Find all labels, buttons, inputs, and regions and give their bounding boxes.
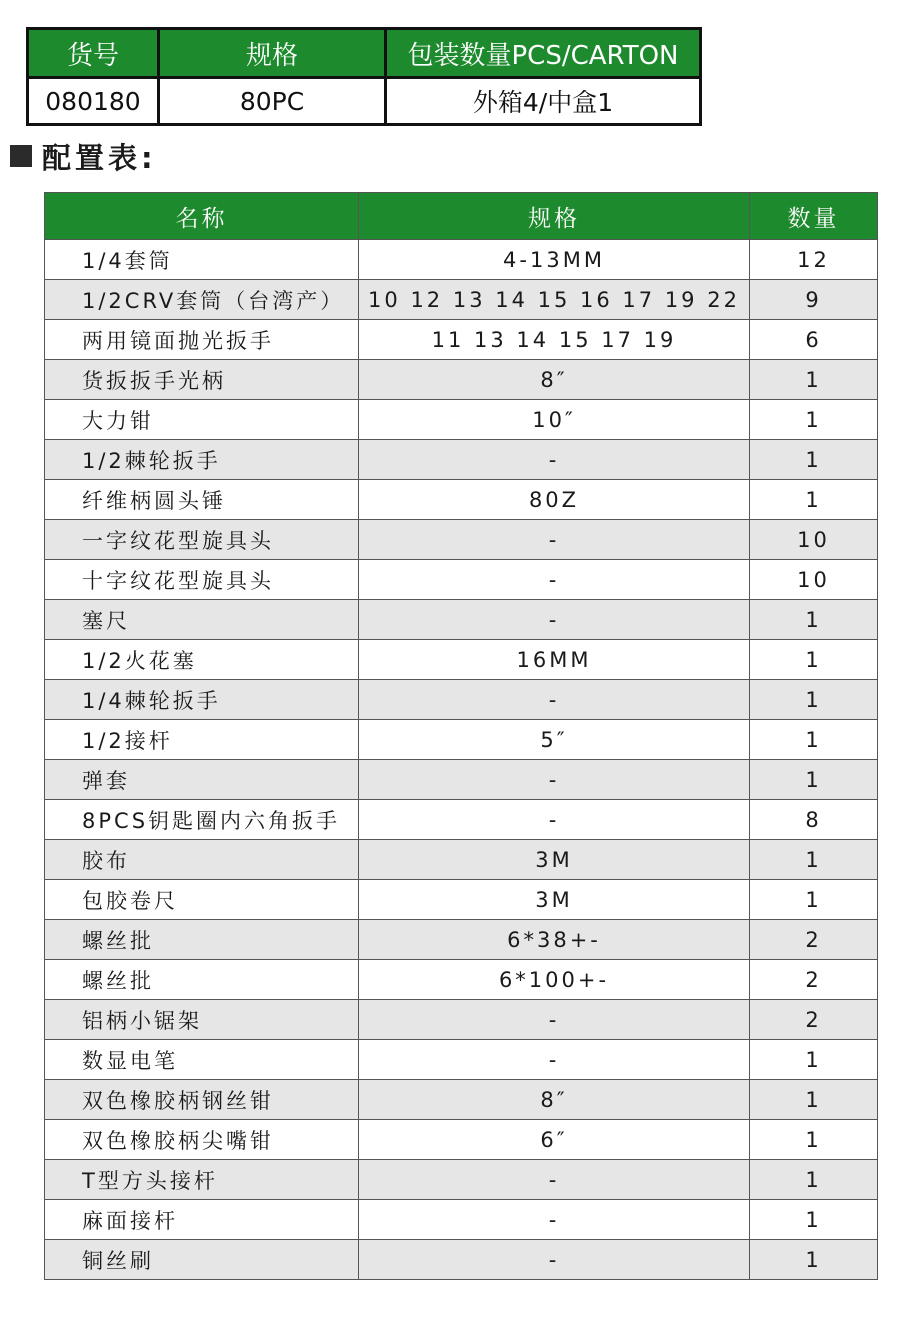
item-qty-cell: 12 xyxy=(750,240,878,280)
item-spec-cell: 3M xyxy=(359,840,750,880)
item-spec-cell: 6*100+- xyxy=(359,960,750,1000)
item-spec-cell: 8″ xyxy=(359,360,750,400)
item-qty-cell: 1 xyxy=(750,720,878,760)
item-qty-cell: 1 xyxy=(750,680,878,720)
config-header-row xyxy=(45,193,878,240)
product-header-packing: 包装数量PCS/CARTON xyxy=(386,29,701,78)
product-header-item-number: 货号 xyxy=(28,29,159,78)
item-qty-cell: 1 xyxy=(750,400,878,440)
item-spec-cell: - xyxy=(359,1160,750,1200)
item-name-cell: 塞尺 xyxy=(45,600,359,640)
item-spec-cell: 5″ xyxy=(359,720,750,760)
item-name-cell: 一字纹花型旋具头 xyxy=(45,520,359,560)
table-row xyxy=(45,480,878,520)
item-spec-cell: - xyxy=(359,680,750,720)
table-row xyxy=(45,920,878,960)
table-row xyxy=(45,760,878,800)
table-row xyxy=(45,800,878,840)
table-row xyxy=(45,440,878,480)
table-row xyxy=(45,1080,878,1120)
item-name-cell: 8PCS钥匙圈内六角扳手 xyxy=(45,800,359,840)
item-name-cell: 大力钳 xyxy=(45,400,359,440)
item-name-cell: 1/2CRV套筒（台湾产） xyxy=(45,280,359,320)
item-qty-cell: 1 xyxy=(750,480,878,520)
item-qty-cell: 1 xyxy=(750,600,878,640)
item-qty-cell: 2 xyxy=(750,920,878,960)
item-spec-cell: - xyxy=(359,600,750,640)
item-spec-cell: - xyxy=(359,1000,750,1040)
item-qty-cell: 1 xyxy=(750,840,878,880)
item-spec-cell: - xyxy=(359,1240,750,1280)
item-spec-cell: 16MM xyxy=(359,640,750,680)
item-qty-cell: 1 xyxy=(750,760,878,800)
item-qty-cell: 2 xyxy=(750,960,878,1000)
table-row xyxy=(45,880,878,920)
item-spec-cell: - xyxy=(359,560,750,600)
item-spec-cell: 10″ xyxy=(359,400,750,440)
item-spec-cell: 10 12 13 14 15 16 17 19 22 xyxy=(359,280,750,320)
item-name-cell: 货扳扳手光柄 xyxy=(45,360,359,400)
table-row xyxy=(45,520,878,560)
product-packing: 外箱4/中盒1 xyxy=(386,78,701,125)
item-qty-cell: 10 xyxy=(750,560,878,600)
item-qty-cell: 1 xyxy=(750,1040,878,1080)
item-qty-cell: 1 xyxy=(750,640,878,680)
item-qty-cell: 1 xyxy=(750,1120,878,1160)
table-row xyxy=(45,1000,878,1040)
config-table xyxy=(44,192,878,1280)
item-name-cell: 纤维柄圆头锤 xyxy=(45,480,359,520)
item-name-cell: 1/2接杆 xyxy=(45,720,359,760)
item-spec-cell: - xyxy=(359,1040,750,1080)
config-header-name: 名称 xyxy=(45,193,359,240)
item-qty-cell: 10 xyxy=(750,520,878,560)
item-spec-cell: - xyxy=(359,520,750,560)
item-spec-cell: - xyxy=(359,1200,750,1240)
table-row xyxy=(45,280,878,320)
item-name-cell: 1/2棘轮扳手 xyxy=(45,440,359,480)
item-name-cell: 包胶卷尺 xyxy=(45,880,359,920)
table-row xyxy=(45,560,878,600)
section-title-text: 配置表: xyxy=(42,140,157,175)
table-row xyxy=(45,1240,878,1280)
product-item-number: 080180 xyxy=(28,78,159,125)
item-qty-cell: 9 xyxy=(750,280,878,320)
item-name-cell: 双色橡胶柄尖嘴钳 xyxy=(45,1120,359,1160)
config-header-spec: 规格 xyxy=(359,193,750,240)
item-spec-cell: 6″ xyxy=(359,1120,750,1160)
item-qty-cell: 1 xyxy=(750,880,878,920)
product-info-table xyxy=(26,27,702,126)
item-name-cell: 1/2火花塞 xyxy=(45,640,359,680)
table-row xyxy=(45,320,878,360)
table-row xyxy=(45,1160,878,1200)
table-row xyxy=(45,400,878,440)
item-qty-cell: 1 xyxy=(750,1240,878,1280)
item-qty-cell: 6 xyxy=(750,320,878,360)
item-name-cell: T型方头接杆 xyxy=(45,1160,359,1200)
item-qty-cell: 1 xyxy=(750,360,878,400)
table-row xyxy=(45,1040,878,1080)
item-spec-cell: 6*38+- xyxy=(359,920,750,960)
item-qty-cell: 1 xyxy=(750,440,878,480)
item-name-cell: 十字纹花型旋具头 xyxy=(45,560,359,600)
item-name-cell: 螺丝批 xyxy=(45,920,359,960)
item-name-cell: 铜丝刷 xyxy=(45,1240,359,1280)
item-name-cell: 胶布 xyxy=(45,840,359,880)
table-row xyxy=(45,960,878,1000)
table-row xyxy=(45,840,878,880)
table-row xyxy=(45,1120,878,1160)
item-spec-cell: 3M xyxy=(359,880,750,920)
item-name-cell: 螺丝批 xyxy=(45,960,359,1000)
item-name-cell: 两用镜面抛光扳手 xyxy=(45,320,359,360)
item-qty-cell: 8 xyxy=(750,800,878,840)
item-qty-cell: 1 xyxy=(750,1200,878,1240)
item-name-cell: 铝柄小锯架 xyxy=(45,1000,359,1040)
item-name-cell: 1/4套筒 xyxy=(45,240,359,280)
product-header-row xyxy=(28,29,701,78)
item-qty-cell: 2 xyxy=(750,1000,878,1040)
item-name-cell: 1/4棘轮扳手 xyxy=(45,680,359,720)
table-row xyxy=(45,640,878,680)
product-header-spec: 规格 xyxy=(159,29,386,78)
item-spec-cell: 8″ xyxy=(359,1080,750,1120)
table-row xyxy=(45,240,878,280)
item-qty-cell: 1 xyxy=(750,1080,878,1120)
table-row xyxy=(45,600,878,640)
item-name-cell: 麻面接杆 xyxy=(45,1200,359,1240)
item-spec-cell: - xyxy=(359,760,750,800)
table-row xyxy=(45,720,878,760)
item-name-cell: 双色橡胶柄钢丝钳 xyxy=(45,1080,359,1120)
item-name-cell: 弹套 xyxy=(45,760,359,800)
table-row xyxy=(45,680,878,720)
item-spec-cell: 4-13MM xyxy=(359,240,750,280)
section-heading xyxy=(10,134,157,178)
config-header-qty: 数量 xyxy=(750,193,878,240)
item-spec-cell: 11 13 14 15 17 19 xyxy=(359,320,750,360)
table-row xyxy=(45,1200,878,1240)
item-spec-cell: - xyxy=(359,800,750,840)
table-row xyxy=(45,360,878,400)
config-body xyxy=(45,240,878,1280)
product-spec: 80PC xyxy=(159,78,386,125)
item-qty-cell: 1 xyxy=(750,1160,878,1200)
item-spec-cell: 80Z xyxy=(359,480,750,520)
product-value-row xyxy=(28,78,701,125)
item-name-cell: 数显电笔 xyxy=(45,1040,359,1080)
black-square-icon xyxy=(10,145,32,167)
item-spec-cell: - xyxy=(359,440,750,480)
